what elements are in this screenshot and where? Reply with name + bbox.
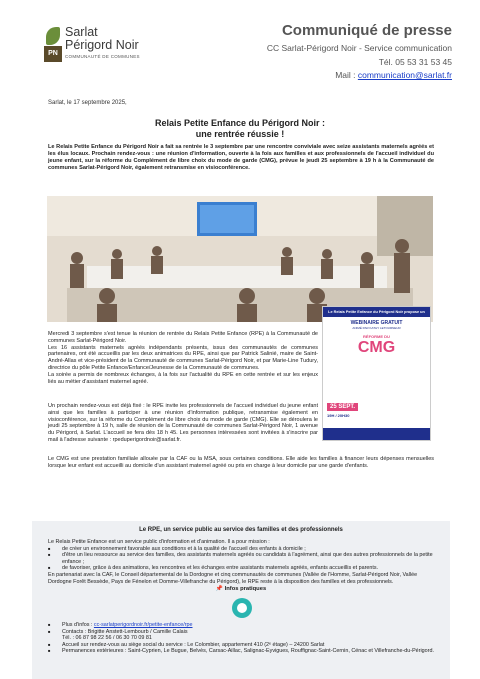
phone-line: Tél. 05 53 31 53 45 bbox=[378, 57, 452, 67]
info-partners: En partenariat avec la CAF, le Conseil départemental de la Dordogne et cinq communautés de communes (Vallée de l'Homme, Sarlat-Périgord Noir, Vallée Dordogne Forêt Bessède, Pays de Fénelon et Domme-Villefranche du Périgord), le RPE reste à la disposition des familles et des professionnels. bbox=[48, 571, 418, 585]
press-release-title: Communiqué de presse bbox=[281, 22, 452, 39]
contact-phone: Tél. : 06 87 98 22 56 / 06 30 70 09 81 bbox=[62, 635, 152, 642]
rpe-logo bbox=[232, 598, 252, 618]
info-mission bbox=[48, 539, 438, 585]
logo-monogram: PN bbox=[44, 46, 62, 62]
list-item: ■ Contacts : Brigitte Anstett-Lembourb / Camille Calais bbox=[48, 629, 438, 636]
paragraph-meeting-attendees: Les 16 assistants maternels agréés indépendants présents, issus des communautés de communes partenaires, ont été accueillis par les deux animatrices du RPE, ainsi que par Patrick Salinié, maire de Saint-André-Allas et vice-président de la Communauté de communes Sarlat-Périgord Noir, et par Marie-Line Tudury, directrice du pôle Petite Enfance/Enfance/Jeunesse de la Communauté de communes. bbox=[48, 344, 318, 371]
paragraph-meeting bbox=[48, 331, 318, 385]
article-title bbox=[0, 118, 480, 140]
organization-subtitle: COMMUNAUTÉ DE COMMUNES bbox=[65, 54, 140, 59]
paragraph-next-meeting: Un prochain rendez-vous est déjà fixé : le RPE invite les professionnels de l'accueil individuel du jeune enfant ainsi que les familles à participer à une réunion d'information publique, retransmise également en visioconférence, sur la réforme du Complément de libre choix du mode de garde (CMG). Elle se déroulera le jeudi 25 septembre à 19 h, salle de réunion de la Communauté de communes Sarlat-Périgord Noir, 1 avenue du Périgord, à Sarlat. L'accueil se fera dès 18 h 45. Les personnes intéressées sont invitées à s'inscrire par mail à l'adresse suivante : rpeduperigordnoir@sarlat.fr. bbox=[48, 403, 318, 443]
paragraph-cmg: Le CMG est une prestation familiale allouée par la CAF ou la MSA, sous certaines conditions. Elle aide les familles à financer leurs dépenses mensuelles lorsque leur enfant est accueilli au domicile d'un assistant maternel agréé ou pris en charge à leur domicile par une garde d'enfants. bbox=[48, 456, 434, 469]
practical-info-title: 📌 Infos pratiques bbox=[215, 586, 267, 592]
list-item: ■ de favoriser, grâce à des animations, les rencontres et les échanges entre assistants maternels agréés, enfants accueillis et parents. bbox=[48, 565, 438, 572]
flyer-cmg: CMG bbox=[357, 339, 396, 356]
article-title-line2: une rentrée réussie ! bbox=[195, 129, 285, 139]
paragraph-meeting-exchanges: La soirée a permis de nombreux échanges, à la fois sur l'actualité du RPE en cette rentrée et sur les enjeux liés au métier d'assistant maternel agréé. bbox=[48, 371, 318, 385]
flyer-subtitle: ANIMÉ PAR KATHY LETOURNEUR bbox=[352, 326, 401, 330]
article-title-line1: Relais Petite Enfance du Périgord Noir : bbox=[154, 118, 326, 128]
paragraph-meeting-intro: Mercredi 3 septembre s'est tenue la réunion de rentrée du Relais Petite Enfance (RPE) à la Communauté de communes Sarlat-Périgord Noir. bbox=[48, 331, 318, 344]
flyer-webinar: WEBINAIRE GRATUIT bbox=[350, 320, 403, 326]
service-line: CC Sarlat-Périgord Noir - Service communication bbox=[266, 43, 452, 53]
organization-name-line2: Périgord Noir bbox=[65, 38, 139, 52]
flyer-date: 25 SEPT. bbox=[327, 403, 358, 411]
list-item: ■ d'être un lieu ressource au service des familles, des assistants maternels agréés ou candidats à l'agrément, ainsi que des autres professionnels de la petite enfance ; bbox=[48, 552, 438, 565]
document-date: Sarlat, le 17 septembre 2025, bbox=[48, 100, 127, 106]
practical-info bbox=[48, 622, 438, 655]
info-intro: Le Relais Petite Enfance est un service public d'information et d'animation. Il a pour mission : bbox=[48, 539, 270, 545]
organization-name-line1: Sarlat bbox=[65, 25, 98, 39]
mail-link[interactable]: communication@sarlat.fr bbox=[357, 70, 452, 80]
info-box bbox=[32, 521, 450, 679]
list-item: ■ Accueil sur rendez-vous au siège social du service : Le Colombier, appartement 410 (2ᵉ étage) – 24200 Sarlat bbox=[48, 642, 438, 649]
meeting-photo bbox=[47, 196, 433, 322]
lead-paragraph: Le Relais Petite Enfance du Périgord Noir a fait sa rentrée le 3 septembre par une rencontre conviviale avec seize assistants maternels agréés et les élus locaux. Prochain rendez-vous : une réunion d'information, ouverte à la fois aux familles et aux professionnels de l'accueil individuel du jeune enfant, sur la réforme du Complément de libre choix du mode de garde (CMG), prévue le jeudi 25 septembre à 19 h à la Communauté de communes Sarlat-Périgord Noir, également retransmise en visioconférence. bbox=[48, 144, 434, 171]
info-box-title: Le RPE, un service public au service des familles et des professionnels bbox=[139, 527, 343, 533]
leaf-icon bbox=[46, 27, 60, 45]
list-item bbox=[48, 622, 438, 629]
mail-label: Mail : bbox=[335, 70, 358, 80]
list-item: ■ de créer un environnement favorable aux conditions et à la qualité de l'accueil des enfants à domicile ; bbox=[48, 546, 438, 553]
flyer-header: Le Relais Petite Enfance du Périgord Noir propose un bbox=[323, 307, 430, 317]
organization-name bbox=[65, 26, 139, 52]
logo bbox=[44, 27, 62, 63]
flyer-reform: RÉFORME DU bbox=[363, 334, 390, 339]
more-info-label: Plus d'infos : bbox=[62, 622, 94, 628]
more-info-link[interactable]: cc-sarlatperigordnoir.fr/petite-enfance/rpe bbox=[93, 622, 193, 628]
list-item: ■ Permanences extérieures : Saint-Cyprien, Le Bugue, Belvès, Carsac-Aillac, Salignac-Eyvigues, Rouffignac-Saint-Cernin, Cénac et Villefranche-du-Périgord. bbox=[48, 648, 438, 655]
flyer-footer bbox=[323, 428, 431, 440]
letterhead bbox=[0, 0, 480, 86]
mail-line bbox=[335, 70, 452, 80]
flyer-time: 19H / 20H30 bbox=[327, 413, 350, 418]
webinar-flyer bbox=[322, 306, 431, 441]
